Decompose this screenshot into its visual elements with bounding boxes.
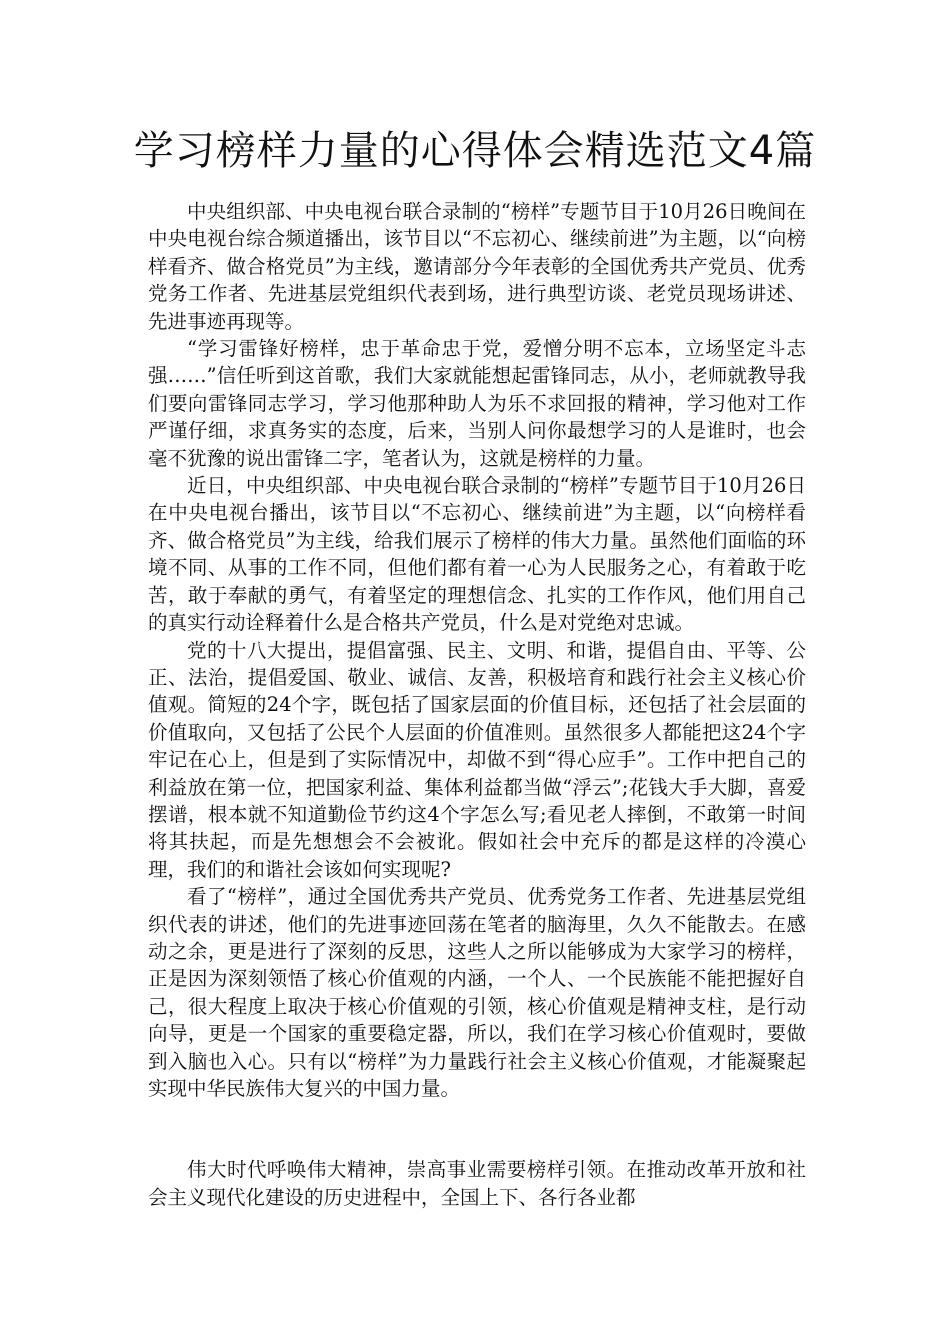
paragraph-1: 中央组织部、中央电视台联合录制的“榜样”专题节目于10月26日晚间在中央电视台综合频道播出，该节目以“不忘初心、继续前进”为主题，以“向榜样看齐、做合格党员”为主线，邀请部分今年表彰的全国优秀共产党员、优秀党务工作者、先进基层党组织代表到场，进行典型访谈、老党员现场讲述、先进事迹再现等。	[148, 200, 806, 333]
paragraph-2: “学习雷锋好榜样，忠于革命忠于党，爱憎分明不忘本，立场坚定斗志强……”信任听到这首歌，我们大家就能想起雷锋同志，从小，老师就教导我们要向雷锋同志学习，学习他那种助人为乐不求回报的精神，学习他对工作严谨仔细，求真务实的态度，后来，当别人问你最想学习的人是谁时，也会毫不犹豫的说出雷锋二字，笔者认为，这就是榜样的力量。	[148, 337, 806, 470]
document-body	[148, 198, 806, 1211]
section-gap	[148, 1102, 806, 1156]
paragraph-5: 看了“榜样”，通过全国优秀共产党员、优秀党务工作者、先进基层党组织代表的讲述，他们的先进事迹回荡在笔者的脑海里，久久不能散去。在感动之余，更是进行了深刻的反思，这些人之所以能够成为大家学习的榜样，正是因为深刻领悟了核心价值观的内涵，一个人、一个民族能不能把握好自己，很大程度上取决于核心价值观的引领，核心价值观是精神支柱，是行动向导，更是一个国家的重要稳定器，所以，我们在学习核心价值观时，要做到入脑也入心。只有以“榜样”为力量践行社会主义核心价值观，才能凝聚起实现中华民族伟大复兴的中国力量。	[148, 885, 806, 1100]
paragraph-3: 近日，中央组织部、中央电视台联合录制的“榜样”专题节目于10月26日在中央电视台播出，该节目以“不忘初心、继续前进”为主题，以“向榜样看齐、做合格党员”为主线，给我们展示了榜样的伟大力量。虽然他们面临的环境不同、从事的工作不同，但他们都有着一心为人民服务之心，有着敢于吃苦，敢于奉献的勇气，有着坚定的理想信念、扎实的工作作风，他们用自己的真实行动诠释着什么是合格共产党员，什么是对党绝对忠诚。	[148, 474, 806, 635]
paragraph-6: 伟大时代呼唤伟大精神，崇高事业需要榜样引领。在推动改革开放和社会主义现代化建设的历史进程中，全国上下、各行各业都	[148, 1158, 806, 1209]
document-title: 学习榜样力量的心得体会精选范文4篇	[133, 128, 817, 174]
paragraph-4: 党的十八大提出，提倡富强、民主、文明、和谐，提倡自由、平等、公正、法治，提倡爱国、敬业、诚信、友善，积极培育和践行社会主义核心价值观。简短的24个字，既包括了国家层面的价值目标，还包括了社会层面的价值取向，又包括了公民个人层面的价值准则。虽然很多人都能把这24个字牢记在心上，但是到了实际情况中，却做不到“得心应手”。工作中把自己的利益放在第一位，把国家利益、集体利益都当做“浮云”;花钱大手大脚，喜爱摆谱，根本就不知道勤俭节约这4个字怎么写;看见老人摔倒，不敢第一时间将其扶起，而是先想想会不会被讹。假如社会中充斥的都是这样的冷漠心理，我们的和谐社会该如何实现呢?	[148, 638, 806, 881]
